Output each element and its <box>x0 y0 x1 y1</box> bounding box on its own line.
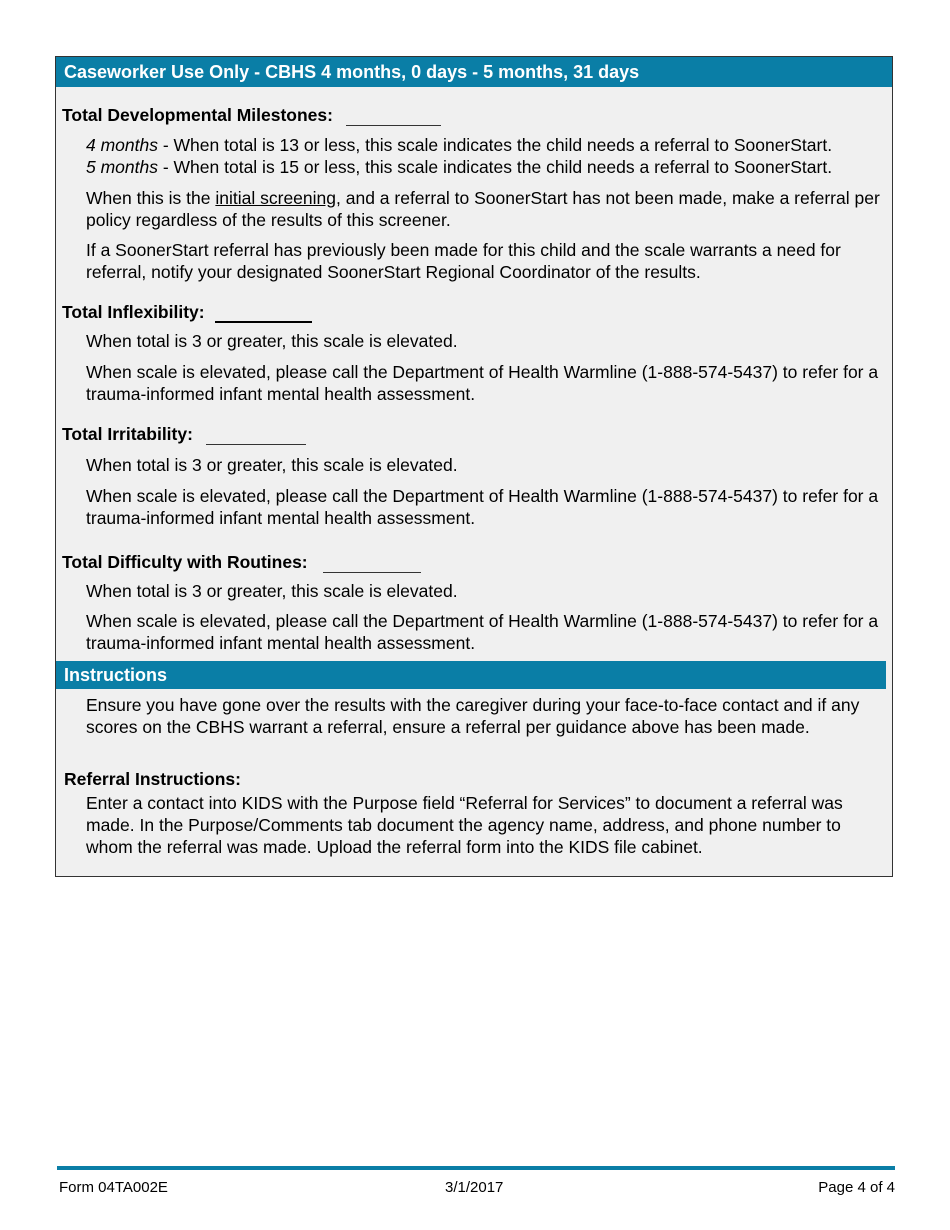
footer-date: 3/1/2017 <box>445 1179 504 1196</box>
routines-elevated: When total is 3 or greater, this scale is elevated. <box>86 581 458 601</box>
caseworker-header: Caseworker Use Only - CBHS 4 months, 0 days - 5 months, 31 days <box>56 57 892 87</box>
caseworker-panel <box>55 56 893 877</box>
age-4-months: 4 months <box>86 135 158 155</box>
routines-heading <box>62 550 421 573</box>
inflexibility-total-field[interactable] <box>215 301 312 323</box>
age-5-months-text: - When total is 15 or less, this scale indicates the child needs a referral to SoonerStart. <box>157 157 833 177</box>
referral-instructions-text: Enter a contact into KIDS with the Purpose field “Referral for Services” to document a referral was made. In the Purpose/Comments tab document the agency name, address, and phone number to whom the referral was made. Upload the referral form into the KIDS file cabinet. <box>86 793 843 857</box>
footer-rule <box>57 1166 895 1170</box>
milestones-total-field[interactable] <box>346 105 441 126</box>
instructions-header: Instructions <box>56 661 886 689</box>
previous-referral-paragraph: If a SoonerStart referral has previously been made for this child and the scale warrants a need for referral, notify your designated SoonerStart Regional Coordinator of the results. <box>86 240 841 282</box>
irritability-heading-label: Total Irritability: <box>62 424 193 444</box>
initial-post: , and a referral to SoonerStart has not been made, make a referral per policy regardless of the results of this screener. <box>86 188 880 230</box>
milestones-age-lines <box>86 134 886 178</box>
irritability-call: When scale is elevated, please call the Department of Health Warmline (1-888-574-5437) to refer for a trauma-informed infant mental health assessment. <box>86 486 879 528</box>
inflexibility-elevated: When total is 3 or greater, this scale is elevated. <box>86 331 458 351</box>
initial-pre: When this is the <box>86 188 216 208</box>
instructions-text: Ensure you have gone over the results with the caregiver during your face-to-face contact and if any scores on the CBHS warrant a referral, ensure a referral per guidance above has been made. <box>86 695 860 737</box>
routines-heading-label: Total Difficulty with Routines: <box>62 552 308 572</box>
initial-screening-underline: initial screening <box>215 188 336 208</box>
referral-instructions-heading: Referral Instructions: <box>64 769 241 789</box>
age-4-months-text: - When total is 13 or less, this scale indicates the child needs a referral to SoonerStart. <box>157 135 833 155</box>
irritability-heading <box>62 422 306 445</box>
inflexibility-heading-label: Total Inflexibility: <box>62 302 205 322</box>
milestones-5-months-line <box>86 156 886 178</box>
routines-call: When scale is elevated, please call the Department of Health Warmline (1-888-574-5437) to refer for a trauma-informed infant mental health assessment. <box>86 611 879 653</box>
milestones-heading-label: Total Developmental Milestones: <box>62 105 333 125</box>
irritability-total-field[interactable] <box>206 422 306 445</box>
inflexibility-heading <box>62 301 312 323</box>
milestones-4-months-line <box>86 134 886 156</box>
initial-screening-paragraph <box>86 187 886 231</box>
milestones-heading <box>62 105 441 126</box>
age-5-months: 5 months <box>86 157 158 177</box>
footer-page-number: Page 4 of 4 <box>818 1179 895 1196</box>
routines-total-field[interactable] <box>323 550 421 573</box>
footer-form-number: Form 04TA002E <box>59 1179 168 1196</box>
irritability-elevated: When total is 3 or greater, this scale is elevated. <box>86 455 458 475</box>
inflexibility-call: When scale is elevated, please call the Department of Health Warmline (1-888-574-5437) to refer for a trauma-informed infant mental health assessment. <box>86 362 879 404</box>
